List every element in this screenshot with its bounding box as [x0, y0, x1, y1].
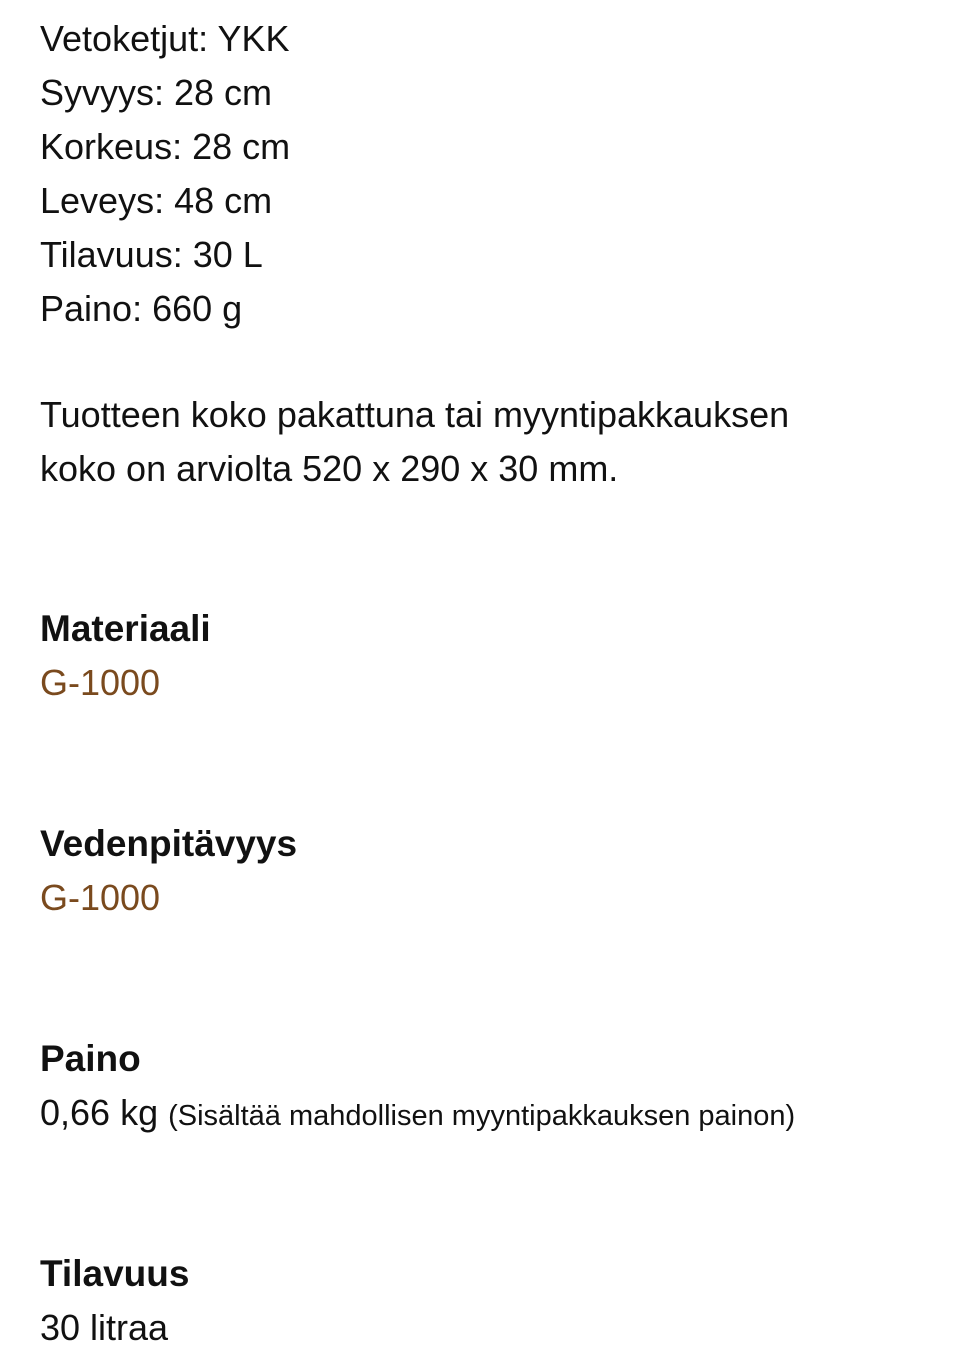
material-link[interactable]: G-1000	[40, 662, 161, 703]
volume-value: 30 litraa	[40, 1307, 169, 1348]
package-note	[40, 388, 789, 496]
spec-list	[40, 12, 290, 336]
weight-value: 0,66 kg	[40, 1092, 159, 1133]
spec-zippers: Vetoketjut: YKK	[40, 18, 290, 59]
volume-heading: Tilavuus	[40, 1253, 190, 1294]
spec-volume: Tilavuus: 30 L	[40, 234, 263, 275]
spec-depth: Syvyys: 28 cm	[40, 72, 273, 113]
weight-section	[40, 1032, 795, 1143]
package-note-line: Tuotteen koko pakattuna tai myyntipakkauksen	[40, 394, 790, 435]
waterproof-link[interactable]: G-1000	[40, 877, 161, 918]
waterproof-section	[40, 817, 297, 925]
spec-width: Leveys: 48 cm	[40, 180, 273, 221]
weight-heading: Paino	[40, 1038, 141, 1079]
volume-section	[40, 1247, 189, 1355]
package-note-line: koko on arviolta 520 x 290 x 30 mm.	[40, 448, 619, 489]
weight-note: (Sisältää mahdollisen myyntipakkauksen painon)	[168, 1100, 796, 1132]
material-heading: Materiaali	[40, 608, 211, 649]
material-section	[40, 602, 211, 710]
spec-weight: Paino: 660 g	[40, 288, 243, 329]
waterproof-heading: Vedenpitävyys	[40, 823, 298, 864]
spec-height: Korkeus: 28 cm	[40, 126, 291, 167]
